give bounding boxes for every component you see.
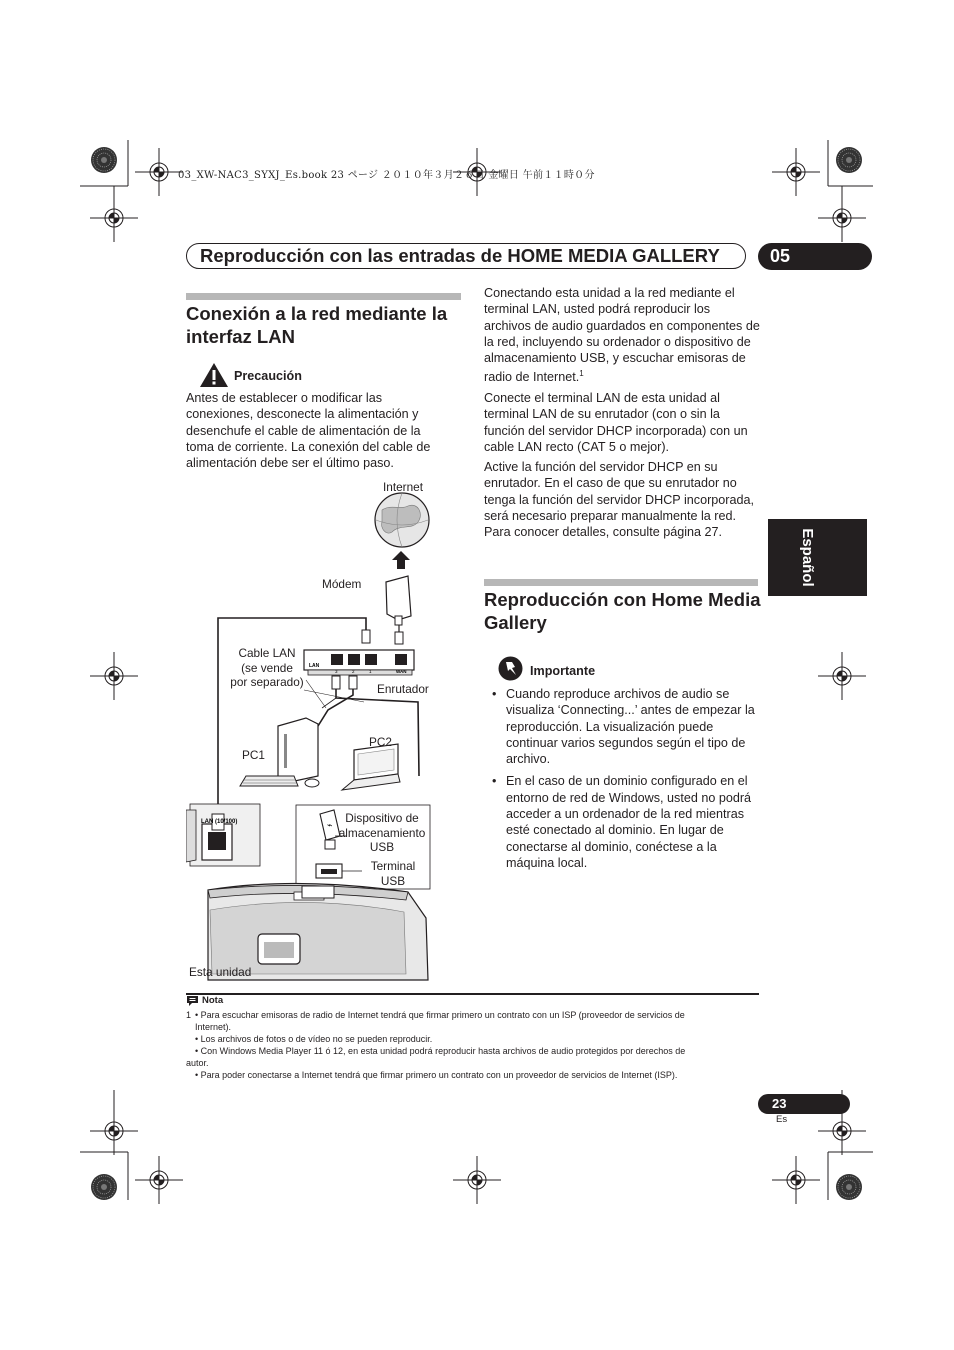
section-title-lan-line1: Conexión a la red mediante la	[186, 303, 448, 324]
svg-text:⌁: ⌁	[327, 821, 333, 831]
footnote-line: autor.	[186, 1058, 209, 1068]
label-line: USB	[380, 873, 406, 888]
section-title-hmg-line1: Reproducción con Home Media	[484, 589, 761, 610]
chapter-title: Reproducción con las entradas de HOME MEDIA GALLERY	[200, 245, 720, 266]
footnote-line: • Para poder conectarse a Internet tendrá que firmar primero un contrato con un proveedor de servicios de Internet (ISP).	[195, 1070, 678, 1080]
diagram-label-this-unit: Esta unidad	[189, 965, 252, 979]
unit-lan-port-inset	[186, 804, 260, 866]
label-line: almacenamiento	[338, 825, 426, 840]
caution-text: Antes de establecer o modificar las conexiones, desconecte la alimentación y desenchufe el cable de alimentación de la toma de corriente. La conexión del cable de alimentación debe ser el último paso.	[186, 391, 431, 471]
diagram-label-pc2: PC2	[369, 735, 392, 749]
footnote-line: • Para escuchar emisoras de radio de Internet tendrá que firmar primero un contrato con un ISP (proveedor de servicios de	[195, 1010, 685, 1020]
section-rule	[186, 293, 461, 300]
chapter-number: 05	[758, 243, 872, 270]
footnote-line: • Con Windows Media Player 11 ó 12, en esta unidad podrá reproducir hasta archivos de audio protegidos por derechos de	[195, 1046, 686, 1056]
router-lan-port-label: LAN	[309, 663, 320, 669]
list-item: • En el caso de un dominio configurado en el entorno de red de Windows, usted no podrá acceder a un ordenador de la red mientras esté conectado al dominio. En lugar de conectarse al dominio, conéctese a la máquina local.	[484, 773, 760, 871]
router-wan-port-label: WAN	[396, 669, 407, 674]
diagram-label-internet: Internet	[383, 480, 424, 494]
intro-text	[484, 285, 760, 545]
note-label: Nota	[202, 995, 224, 1006]
globe-icon	[375, 493, 429, 547]
list-item: • Cuando reproduce archivos de audio se visualiza ‘Connecting...’ antes de empezar la reproducción. La visualización puede continuar varios segundos según el tipo de archivo.	[484, 686, 760, 767]
section-title-lan-line2: interfaz LAN	[186, 326, 295, 347]
section-title-lan	[186, 302, 461, 348]
page-number: 23	[758, 1094, 850, 1114]
language-tab	[768, 519, 867, 596]
modem-icon	[386, 576, 411, 625]
footnote-ref: 1	[579, 369, 584, 379]
print-info-line: 03_XW-NAC3_SYXJ_Es.book 23 ページ ２０１０年３月２６日 金曜日 午前１１時０分	[178, 170, 595, 181]
intro-paragraph-2: Conecte el terminal LAN de esta unidad al terminal LAN de su enrutador (con o sin la función del servidor DHCP incorporada) con un cable LAN recto (CAT 5 o mejor).	[484, 390, 748, 454]
diagram-label-lan-cable	[225, 646, 309, 690]
label-line: Dispositivo de	[345, 811, 419, 825]
warning-icon	[199, 362, 229, 388]
section-rule	[484, 579, 758, 586]
caution-label: Precaución	[234, 369, 302, 383]
section-title-hmg	[484, 588, 764, 634]
label-line: (se vende	[241, 660, 293, 675]
intro-paragraph-3: Active la función del servidor DHCP en su enrutador. En el caso de que su enrutador no tenga la función del servidor DHCP incorporada, será necesario preparar manualmente la red. Para conocer detalles, consulte página 27.	[484, 460, 754, 540]
router-port-number: 1	[369, 669, 372, 674]
diagram-label-modem: Módem	[322, 577, 362, 591]
footnote-number: 1	[186, 1010, 192, 1020]
up-arrow-icon	[392, 551, 410, 569]
language-tab-label: Español	[799, 528, 816, 587]
important-list	[484, 686, 760, 875]
label-line: por separado)	[230, 675, 304, 689]
intro-paragraph-1	[484, 285, 760, 386]
important-label: Importante	[530, 664, 596, 678]
section-title-hmg-line2: Gallery	[484, 612, 547, 633]
footnote-line: Internet).	[195, 1022, 232, 1032]
label-line: Cable LAN	[238, 646, 296, 660]
footnote-line: • Los archivos de fotos o de vídeo no se pueden reproducir.	[195, 1034, 433, 1044]
important-icon	[498, 656, 523, 681]
laptop-pc-icon	[342, 744, 400, 790]
note-icon	[186, 995, 199, 1007]
footnote-body	[186, 1009, 760, 1081]
router-port-number: 3	[335, 669, 338, 674]
footnote-rule	[186, 993, 759, 995]
diagram-label-usb-terminal	[362, 859, 424, 888]
label-line: Terminal	[370, 859, 416, 873]
label-line: USB	[369, 840, 395, 854]
diagram-label-router: Enrutador	[377, 682, 429, 696]
page-language: Es	[776, 1114, 788, 1125]
intro-paragraph-1-text: Conectando esta unidad a la red mediante el terminal LAN, usted podrá reproducir los archivos de audio guardados en componentes de la red, incluyendo su ordenador o dispositivo de almacenamiento USB, y escuchar emisoras de radio de Internet.	[484, 286, 760, 385]
diagram-label-usb-device	[336, 811, 428, 855]
router-port-number: 2	[352, 669, 355, 674]
diagram-label-pc1: PC1	[242, 748, 265, 762]
connection-diagram	[186, 480, 448, 985]
unit-lan-port-label: LAN (10/100)	[201, 819, 238, 825]
